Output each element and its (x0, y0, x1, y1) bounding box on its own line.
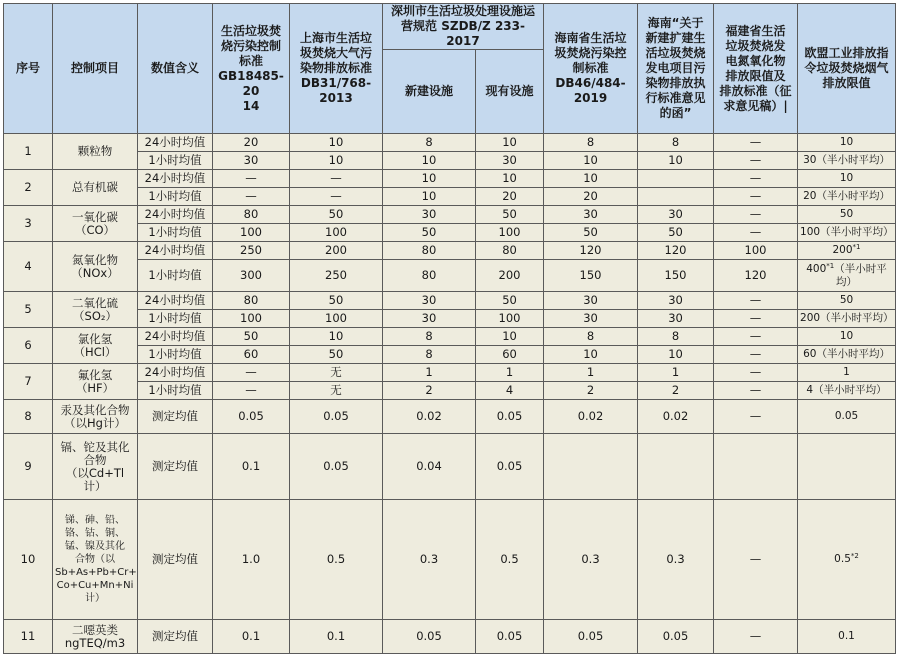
eu-value: 10 (839, 136, 854, 148)
hainan-value-cell: 150 (544, 260, 638, 292)
fujian-value-cell: — (714, 188, 798, 206)
table-row (4, 260, 896, 292)
gb-value-cell: — (213, 382, 290, 400)
shenzhen-existing-value-cell: 0.05 (476, 620, 544, 654)
fujian-value-cell: — (714, 328, 798, 346)
fujian-value-cell: — (714, 310, 798, 328)
eu-value-cell (798, 134, 896, 152)
eu-value-cell (798, 188, 896, 206)
shenzhen-existing-value-cell: 10 (476, 328, 544, 346)
hainan-letter-value-cell: 30 (638, 206, 714, 224)
fujian-value-cell: — (714, 224, 798, 242)
control-item-cell: 氮氧化物 （NOx） (53, 242, 138, 292)
table-row (4, 170, 896, 188)
row-number-cell: 5 (4, 292, 53, 328)
control-item-cell: 镉、铊及其化 合物 （以Cd+Tl 计） (53, 434, 138, 500)
hainan-letter-value-cell: 1 (638, 364, 714, 382)
row-number-cell: 4 (4, 242, 53, 292)
row-number-cell: 10 (4, 500, 53, 620)
shenzhen-new-value-cell: 30 (383, 310, 476, 328)
table-row (4, 242, 896, 260)
shenzhen-new-value-cell: 0.05 (383, 620, 476, 654)
hainan-value-cell: 10 (544, 152, 638, 170)
fujian-value-cell: — (714, 152, 798, 170)
value-meaning-cell: 24小时均值 (138, 170, 213, 188)
fujian-value-cell: — (714, 620, 798, 654)
eu-value: 4（半小时平均） (806, 384, 887, 396)
fujian-value-cell: — (714, 292, 798, 310)
value-meaning-cell: 24小时均值 (138, 364, 213, 382)
table-row (4, 328, 896, 346)
control-item-cell: 二氧化硫 （SO₂） (53, 292, 138, 328)
shenzhen-new-value-cell: 30 (383, 206, 476, 224)
table-row (4, 188, 896, 206)
value-meaning-cell: 1小时均值 (138, 382, 213, 400)
table-row (4, 500, 896, 620)
header-fujian: 福建省生活 垃圾焚烧发 电氮氧化物 排放限值及 排放标准（征 求意见稿）| (714, 4, 798, 134)
value-meaning-cell: 24小时均值 (138, 328, 213, 346)
hainan-value-cell: 8 (544, 134, 638, 152)
shenzhen-existing-value-cell: 50 (476, 292, 544, 310)
gb-value-cell: — (213, 188, 290, 206)
value-meaning-cell: 1小时均值 (138, 224, 213, 242)
shenzhen-existing-value-cell: 10 (476, 170, 544, 188)
shenzhen-existing-value-cell: 80 (476, 242, 544, 260)
gb-value-cell: 60 (213, 346, 290, 364)
row-number-cell: 7 (4, 364, 53, 400)
row-number-cell: 2 (4, 170, 53, 206)
eu-value: 50 (839, 208, 854, 220)
hainan-value-cell (544, 434, 638, 500)
gb-value-cell: 250 (213, 242, 290, 260)
hainan-letter-value-cell: 0.05 (638, 620, 714, 654)
value-meaning-cell: 24小时均值 (138, 242, 213, 260)
gb-value-cell: 100 (213, 224, 290, 242)
shenzhen-existing-value-cell: 60 (476, 346, 544, 364)
shenzhen-new-value-cell: 10 (383, 152, 476, 170)
control-item-cell: 二噁英类 ngTEQ/m3 (53, 620, 138, 654)
shanghai-value-cell: 50 (290, 292, 383, 310)
shenzhen-existing-value-cell: 200 (476, 260, 544, 292)
eu-value: 100（半小时平均） (800, 226, 894, 238)
row-number-cell: 8 (4, 400, 53, 434)
hainan-letter-value-cell: 50 (638, 224, 714, 242)
hainan-letter-value-cell: 120 (638, 242, 714, 260)
hainan-value-cell: 1 (544, 364, 638, 382)
table-row (4, 292, 896, 310)
value-meaning-cell: 1小时均值 (138, 260, 213, 292)
eu-value-cell (798, 170, 896, 188)
eu-footnote-marker: *1 (826, 261, 835, 270)
shenzhen-existing-value-cell: 10 (476, 134, 544, 152)
table-row (4, 364, 896, 382)
hainan-letter-value-cell: 30 (638, 310, 714, 328)
hainan-letter-value-cell: 0.02 (638, 400, 714, 434)
hainan-letter-value-cell: 8 (638, 134, 714, 152)
hainan-value-cell: 10 (544, 170, 638, 188)
table-row (4, 310, 896, 328)
hainan-letter-value-cell (638, 434, 714, 500)
header-hainan-letter: 海南“关于 新建扩建生 活垃圾焚烧 发电项目污 染物排放执 行标准意见 的函” (638, 4, 714, 134)
row-number-cell: 1 (4, 134, 53, 170)
hainan-value-cell: 20 (544, 188, 638, 206)
fujian-value-cell: — (714, 170, 798, 188)
shanghai-value-cell: 0.05 (290, 434, 383, 500)
row-number-cell: 6 (4, 328, 53, 364)
hainan-value-cell: 8 (544, 328, 638, 346)
header-gb: 生活垃圾焚 烧污染控制 标准 GB18485-20 14 (213, 4, 290, 134)
hainan-letter-value-cell: 150 (638, 260, 714, 292)
eu-value-cell (798, 152, 896, 170)
value-meaning-cell: 测定均值 (138, 500, 213, 620)
control-item-cell: 总有机碳 (53, 170, 138, 206)
header-seq: 序号 (4, 4, 53, 134)
shanghai-value-cell: 10 (290, 134, 383, 152)
gb-value-cell: 0.05 (213, 400, 290, 434)
table-row (4, 400, 896, 434)
eu-value: 0.1 (838, 630, 855, 642)
eu-value: 400 (806, 262, 827, 275)
eu-value-cell (798, 400, 896, 434)
shanghai-value-cell: — (290, 170, 383, 188)
shenzhen-new-value-cell: 50 (383, 224, 476, 242)
row-number-cell: 3 (4, 206, 53, 242)
eu-footnote-marker: *2 (850, 552, 859, 560)
value-meaning-cell: 1小时均值 (138, 310, 213, 328)
eu-footnote-marker: *1 (852, 243, 861, 251)
shanghai-value-cell: 0.5 (290, 500, 383, 620)
shenzhen-existing-value-cell: 1 (476, 364, 544, 382)
hainan-value-cell: 30 (544, 292, 638, 310)
gb-value-cell: 80 (213, 292, 290, 310)
hainan-letter-value-cell: 10 (638, 346, 714, 364)
table-row (4, 434, 896, 500)
shenzhen-new-value-cell: 10 (383, 170, 476, 188)
fujian-value-cell: — (714, 134, 798, 152)
header-hainan: 海南省生活垃 圾焚烧污染控 制标准 DB46/484-2019 (544, 4, 638, 134)
table-row (4, 224, 896, 242)
gb-value-cell: — (213, 364, 290, 382)
hainan-letter-value-cell: 30 (638, 292, 714, 310)
eu-value: 10 (839, 330, 854, 342)
fujian-value-cell (714, 434, 798, 500)
gb-value-cell: 0.1 (213, 620, 290, 654)
shanghai-value-cell: 100 (290, 310, 383, 328)
gb-value-cell: 0.1 (213, 434, 290, 500)
fujian-value-cell: — (714, 346, 798, 364)
row-number-cell: 9 (4, 434, 53, 500)
shenzhen-existing-value-cell: 0.5 (476, 500, 544, 620)
hainan-letter-value-cell (638, 188, 714, 206)
shenzhen-existing-value-cell: 0.05 (476, 400, 544, 434)
shanghai-value-cell: 无 (290, 364, 383, 382)
shanghai-value-cell: 0.05 (290, 400, 383, 434)
shenzhen-existing-value-cell: 0.05 (476, 434, 544, 500)
fujian-value-cell: 120 (714, 260, 798, 292)
eu-value-cell (798, 620, 896, 654)
shanghai-value-cell: 10 (290, 328, 383, 346)
header-shenzhen: 深圳市生活垃圾处理设施运 营规范 SZDB/Z 233-2017 (383, 4, 544, 50)
shanghai-value-cell: 50 (290, 206, 383, 224)
hainan-value-cell: 50 (544, 224, 638, 242)
shenzhen-existing-value-cell: 4 (476, 382, 544, 400)
control-item-cell: 颗粒物 (53, 134, 138, 170)
hainan-value-cell: 2 (544, 382, 638, 400)
hainan-letter-value-cell: 10 (638, 152, 714, 170)
eu-value: 200 (832, 244, 853, 256)
value-meaning-cell: 1小时均值 (138, 152, 213, 170)
shenzhen-new-value-cell: 30 (383, 292, 476, 310)
eu-value-cell (798, 292, 896, 310)
gb-value-cell: 300 (213, 260, 290, 292)
value-meaning-cell: 测定均值 (138, 400, 213, 434)
shanghai-value-cell: 100 (290, 224, 383, 242)
eu-value: 60（半小时平均） (803, 348, 890, 360)
header-shenzhen-existing: 现有设施 (476, 50, 544, 134)
value-meaning-cell: 1小时均值 (138, 346, 213, 364)
shenzhen-new-value-cell: 0.02 (383, 400, 476, 434)
hainan-value-cell: 0.05 (544, 620, 638, 654)
eu-value-cell (798, 434, 896, 500)
shenzhen-existing-value-cell: 20 (476, 188, 544, 206)
eu-value: 1 (843, 366, 850, 378)
hainan-letter-value-cell: 2 (638, 382, 714, 400)
gb-value-cell: 50 (213, 328, 290, 346)
eu-value: 50 (839, 294, 854, 306)
eu-value: 0.5 (834, 553, 851, 565)
gb-value-cell: 1.0 (213, 500, 290, 620)
eu-value: 200（半小时平均） (800, 312, 894, 324)
shanghai-value-cell: 0.1 (290, 620, 383, 654)
header-shanghai: 上海市生活垃 圾焚烧大气污 染物排放标准 DB31/768-2013 (290, 4, 383, 134)
value-meaning-cell: 24小时均值 (138, 206, 213, 224)
shenzhen-new-value-cell: 80 (383, 260, 476, 292)
shanghai-value-cell: 10 (290, 152, 383, 170)
shenzhen-new-value-cell: 0.3 (383, 500, 476, 620)
shanghai-value-cell: 50 (290, 346, 383, 364)
eu-value-cell (798, 206, 896, 224)
hainan-value-cell: 0.3 (544, 500, 638, 620)
table-row (4, 346, 896, 364)
table-header (4, 4, 896, 134)
header-eu: 欧盟工业排放指 令垃圾焚烧烟气 排放限值 (798, 4, 896, 134)
row-number-cell: 11 (4, 620, 53, 654)
table-row (4, 382, 896, 400)
value-meaning-cell: 24小时均值 (138, 292, 213, 310)
shenzhen-new-value-cell: 8 (383, 346, 476, 364)
hainan-letter-value-cell: 8 (638, 328, 714, 346)
table-row (4, 206, 896, 224)
control-item-cell: 氯化氢 （HCl） (53, 328, 138, 364)
value-meaning-cell: 测定均值 (138, 620, 213, 654)
table-row (4, 620, 896, 654)
eu-value: 30（半小时平均） (803, 154, 890, 166)
hainan-value-cell: 120 (544, 242, 638, 260)
shenzhen-new-value-cell: 8 (383, 328, 476, 346)
shanghai-value-cell: — (290, 188, 383, 206)
control-item-cell: 一氧化碳 （CO） (53, 206, 138, 242)
shanghai-value-cell: 无 (290, 382, 383, 400)
hainan-letter-value-cell: 0.3 (638, 500, 714, 620)
emission-standards-table (3, 3, 896, 654)
gb-value-cell: 100 (213, 310, 290, 328)
eu-value-cell (798, 310, 896, 328)
shanghai-value-cell: 200 (290, 242, 383, 260)
gb-value-cell: 20 (213, 134, 290, 152)
shenzhen-existing-value-cell: 50 (476, 206, 544, 224)
eu-value: 20（半小时平均） (803, 190, 890, 202)
fujian-value-cell: — (714, 206, 798, 224)
hainan-letter-value-cell (638, 170, 714, 188)
eu-value-cell (798, 242, 896, 260)
shenzhen-new-value-cell: 8 (383, 134, 476, 152)
eu-value: 0.05 (834, 410, 859, 422)
fujian-value-cell: — (714, 400, 798, 434)
value-meaning-cell: 24小时均值 (138, 134, 213, 152)
shenzhen-new-value-cell: 1 (383, 364, 476, 382)
value-meaning-cell: 测定均值 (138, 434, 213, 500)
shenzhen-new-value-cell: 0.04 (383, 434, 476, 500)
eu-value-cell (798, 224, 896, 242)
header-meaning: 数值含义 (138, 4, 213, 134)
eu-value-cell (798, 346, 896, 364)
hainan-value-cell: 0.02 (544, 400, 638, 434)
shanghai-value-cell: 250 (290, 260, 383, 292)
table-row (4, 134, 896, 152)
header-shenzhen-new: 新建设施 (383, 50, 476, 134)
gb-value-cell: 30 (213, 152, 290, 170)
eu-value-cell (798, 260, 896, 292)
gb-value-cell: — (213, 170, 290, 188)
eu-value-cell (798, 500, 896, 620)
table-body (4, 134, 896, 654)
control-item-cell: 汞及其化合物 （以Hg计） (53, 400, 138, 434)
shenzhen-new-value-cell: 80 (383, 242, 476, 260)
shenzhen-new-value-cell: 10 (383, 188, 476, 206)
hainan-value-cell: 10 (544, 346, 638, 364)
shenzhen-existing-value-cell: 100 (476, 224, 544, 242)
shenzhen-new-value-cell: 2 (383, 382, 476, 400)
table-row (4, 152, 896, 170)
value-meaning-cell: 1小时均值 (138, 188, 213, 206)
shenzhen-existing-value-cell: 100 (476, 310, 544, 328)
shenzhen-existing-value-cell: 30 (476, 152, 544, 170)
eu-value-note: （半小时平 均） (834, 262, 887, 288)
header-item: 控制项目 (53, 4, 138, 134)
eu-value: 10 (839, 172, 854, 184)
fujian-value-cell: — (714, 500, 798, 620)
fujian-value-cell: 100 (714, 242, 798, 260)
control-item-cell: 氟化氢 （HF） (53, 364, 138, 400)
control-item-cell: 锑、砷、铅、 铬、钴、铜、 锰、镍及其化 合物（以 Sb+As+Pb+Cr+ Co+Cu+Mn+Ni 计） (53, 500, 138, 620)
fujian-value-cell: — (714, 364, 798, 382)
gb-value-cell: 80 (213, 206, 290, 224)
eu-value-cell (798, 328, 896, 346)
hainan-value-cell: 30 (544, 206, 638, 224)
eu-value-cell (798, 364, 896, 382)
hainan-value-cell: 30 (544, 310, 638, 328)
eu-value-cell (798, 382, 896, 400)
fujian-value-cell: — (714, 382, 798, 400)
